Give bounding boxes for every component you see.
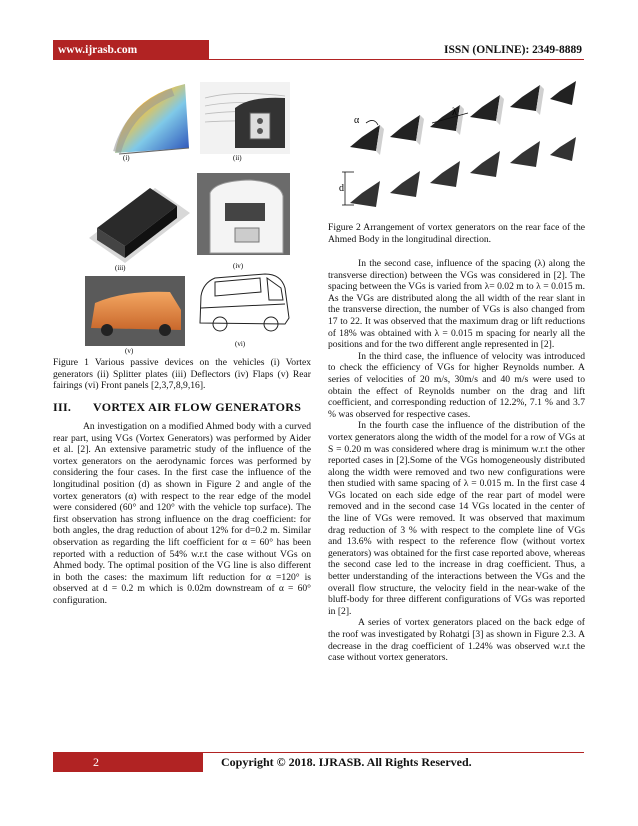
panel-vi-image [200, 274, 289, 331]
panel-label-vi: (vi) [235, 340, 246, 348]
header-rule [209, 59, 584, 60]
section-heading [53, 400, 301, 415]
panel-label-v: (v) [125, 347, 134, 355]
figure-2-image [340, 77, 585, 213]
figure-2-caption: Figure 2 Arrangement of vortex generators on the rear face of the Ahmed Body in the longitudinal direction. [328, 222, 585, 245]
page-footer [53, 752, 584, 772]
label-lambda: λ [452, 107, 457, 118]
right-paragraph-1: In the second case, influence of the spacing (λ) along the transverse direction) between the VGs was considered in [2]. The spacing between the VGs is varied from λ= 0.02 m to λ = 0.015 m. As the VGs are distributed along the all width of the rear slant in the transverse direction, the number of VGs is also changed from 17 to 22. It was observed that the maximum drag or lift reductions of 18% was obtained with λ = 0.015 m spacing for nearly all the positions and for the two different angle represented in [2]. [328, 258, 585, 351]
label-alpha: α [354, 115, 360, 126]
issn: ISSN (ONLINE): 2349-8889 [443, 44, 582, 56]
panel-label-iii: (iii) [115, 264, 126, 272]
panel-ii-image [200, 82, 290, 154]
panel-iv-image [197, 173, 290, 255]
panel-v-image [85, 276, 185, 346]
right-column-text [328, 258, 585, 664]
panel-label-iv: (iv) [233, 262, 244, 270]
page-number: 2 [53, 752, 203, 772]
panel-iii-image [89, 188, 190, 263]
copyright: Copyright © 2018. IJRASB. All Rights Reserved. [221, 755, 472, 769]
panel-label-i: (i) [123, 154, 130, 162]
label-d: d [339, 183, 344, 194]
right-paragraph-4: A series of vortex generators placed on the back edge of the roof was investigated by Rohatgi [3] as shown in Figure 2.3. A decrease in the drag coefficient of 1.24% was observed w.r.t the case without vortex generators. [328, 617, 585, 664]
page-header [53, 40, 584, 60]
figure-1-image [85, 78, 295, 353]
right-paragraph-3: In the fourth case the influence of the distribution of the vortex generators along the width of the model for a row of VGs at S = 0.20 m was considered where drag is minimum w.r.t the other reported cases in [2].Some of the VGs homogeneously distributed along the width were removed and two new configurations were then studied with same spacing of λ = 0.015 m. In the first case 4 VGs located on each side edge of the rear part of model were removed and in the second case 14 VGs located in the center of the line of VGs were removed. It was observed that maximum drag reduction of 3 % with respect to the complete line of VGs and 13.6% with respect to the reference flow (without vortex generators) was obtained for the first case reported above, whereas the second case led to the increase in drag coefficient. Thus, a better understanding of the interactions between the VGs and the overall flow structure, the velocity field in the near-wake of the bluff-body for three different configurations of VGs was reported in [2]. [328, 420, 585, 617]
section-title: VORTEX AIR FLOW GENERATORS [93, 400, 302, 414]
section-number: III. [53, 400, 72, 414]
journal-website[interactable]: www.ijrasb.com [53, 40, 209, 60]
figure-1-caption: Figure 1 Various passive devices on the vehicles (i) Vortex generators (ii) Splitter plates (iii) Deflectors (iv) Flaps (v) Rear fairings (vi) Front panels [2,3,7,8,9,16]. [53, 357, 311, 392]
left-column-text [53, 421, 311, 607]
right-paragraph-2: In the third case, the influence of velocity was introduced to check the efficiency of VGs for higher Reynolds number. A series of velocities of 20 m/s, 30m/s and 40 m/s were used to obtain the effect of Reynolds number on the drag and lift coefficient, and corresponding reduction of 12.2%, 7.1 % and 3.7 % was observed for respective cases. [328, 350, 585, 420]
panel-label-ii: (ii) [233, 154, 242, 162]
figure-2 [340, 77, 585, 213]
figure-1 [85, 78, 295, 353]
left-paragraph: An investigation on a modified Ahmed body with a curved rear part, using VGs (Vortex Generators) was performed by Aider et al. [2]. An extensive parametric study of the influence of the vortex generators on the aerodynamic forces was performed by considering the four cases. In the first case the influence of the longitudinal position (d) as shown in Figure 2 and angle of the vortex generators (α) with respect to the rear edge of the model were considered (60° and 120° with the vehicle top surface). The first observation has strong influence on the drag coefficient: for both angles, the drag reduction of about 12% for d=0.2 m. Similar observation as regarding the lift coefficient for α = 60° has been reported with a reduction of 54% w.r.t the case without VGs on Ahmed body. The optimal position of the VG line is also different in both the cases: the maximum lift reduction for α =120° is observed at d = 0.2 m which is 0.02m downstream of α = 60° configuration. [53, 421, 311, 606]
panel-i-image [115, 84, 189, 154]
